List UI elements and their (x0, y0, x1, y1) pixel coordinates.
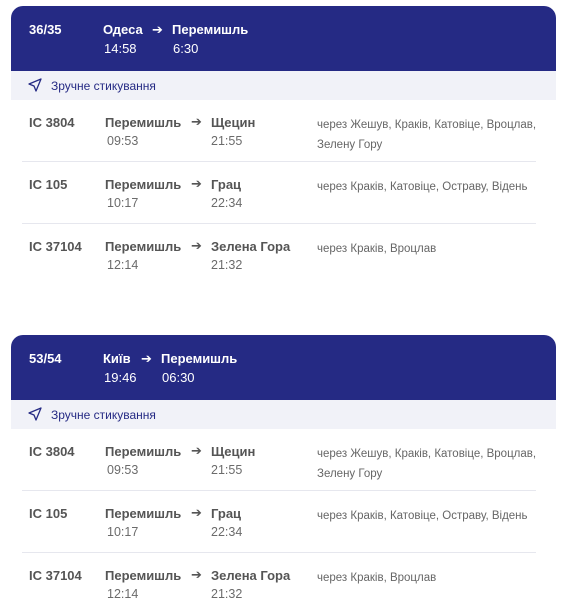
navigation-arrow-icon (28, 407, 42, 421)
route-card-header (11, 6, 556, 71)
via-stations: через Краків, Катовіце, Остраву, Відень (317, 510, 528, 522)
departure-time: 09:53 (107, 463, 139, 477)
destination-station: Грац (211, 177, 242, 192)
via-stations: через Краків, Вроцлав (317, 572, 437, 584)
origin-station: Перемишль (105, 444, 182, 459)
connection-row[interactable] (11, 429, 556, 491)
connection-row[interactable] (11, 553, 556, 615)
via-stations: через Жешув, Краків, Катовіце, Вроцлав, Зелену Гору (317, 448, 537, 480)
arrival-time: 21:32 (211, 587, 243, 601)
connection-bar (11, 400, 556, 429)
departure-time: 10:17 (107, 525, 139, 539)
departure-time: 10:17 (107, 196, 139, 210)
destination-station: Щецин (211, 444, 256, 459)
arrival-time: 6:30 (173, 41, 199, 56)
route-card (11, 6, 556, 286)
connection-label: Зручне стикування (51, 408, 156, 422)
train-number: IC 3804 (29, 115, 75, 130)
departure-time: 14:58 (104, 41, 137, 56)
via-stations: через Краків, Катовіце, Остраву, Відень (317, 181, 528, 193)
arrival-time: 22:34 (211, 525, 243, 539)
train-number: IC 37104 (29, 239, 82, 254)
via-stations: через Жешув, Краків, Катовіце, Вроцлав, Зелену Гору (317, 119, 537, 151)
origin-station: Київ (103, 351, 131, 366)
right-arrow-icon: ➔ (141, 351, 152, 366)
connection-bar (11, 71, 556, 100)
connection-label: Зручне стикування (51, 79, 156, 93)
right-arrow-icon: ➔ (191, 238, 202, 253)
origin-station: Перемишль (105, 239, 182, 254)
train-number: IC 105 (29, 177, 68, 192)
origin-station: Одеса (103, 22, 143, 37)
departure-time: 19:46 (104, 370, 137, 385)
arrival-time: 06:30 (162, 370, 195, 385)
destination-station: Щецин (211, 115, 256, 130)
departure-time: 12:14 (107, 587, 139, 601)
train-number: 36/35 (29, 22, 62, 37)
arrival-time: 21:55 (211, 134, 243, 148)
connection-row[interactable] (11, 162, 556, 224)
destination-station: Перемишль (161, 351, 238, 366)
train-number: IC 3804 (29, 444, 75, 459)
connection-row[interactable] (11, 491, 556, 553)
right-arrow-icon: ➔ (191, 505, 202, 520)
destination-station: Перемишль (172, 22, 249, 37)
right-arrow-icon: ➔ (191, 443, 202, 458)
route-card-header (11, 335, 556, 400)
navigation-arrow-icon (28, 78, 42, 92)
right-arrow-icon: ➔ (152, 22, 163, 37)
destination-station: Грац (211, 506, 242, 521)
origin-station: Перемишль (105, 115, 182, 130)
train-number: IC 105 (29, 506, 68, 521)
train-number: 53/54 (29, 351, 62, 366)
connection-row[interactable] (11, 224, 556, 286)
arrival-time: 21:55 (211, 463, 243, 477)
route-card (11, 335, 556, 615)
arrival-time: 22:34 (211, 196, 243, 210)
train-number: IC 37104 (29, 568, 82, 583)
origin-station: Перемишль (105, 506, 182, 521)
departure-time: 12:14 (107, 258, 139, 272)
origin-station: Перемишль (105, 568, 182, 583)
right-arrow-icon: ➔ (191, 567, 202, 582)
departure-time: 09:53 (107, 134, 139, 148)
right-arrow-icon: ➔ (191, 114, 202, 129)
via-stations: через Краків, Вроцлав (317, 243, 437, 255)
right-arrow-icon: ➔ (191, 176, 202, 191)
destination-station: Зелена Гора (211, 239, 291, 254)
arrival-time: 21:32 (211, 258, 243, 272)
origin-station: Перемишль (105, 177, 182, 192)
connection-row[interactable] (11, 100, 556, 162)
destination-station: Зелена Гора (211, 568, 291, 583)
